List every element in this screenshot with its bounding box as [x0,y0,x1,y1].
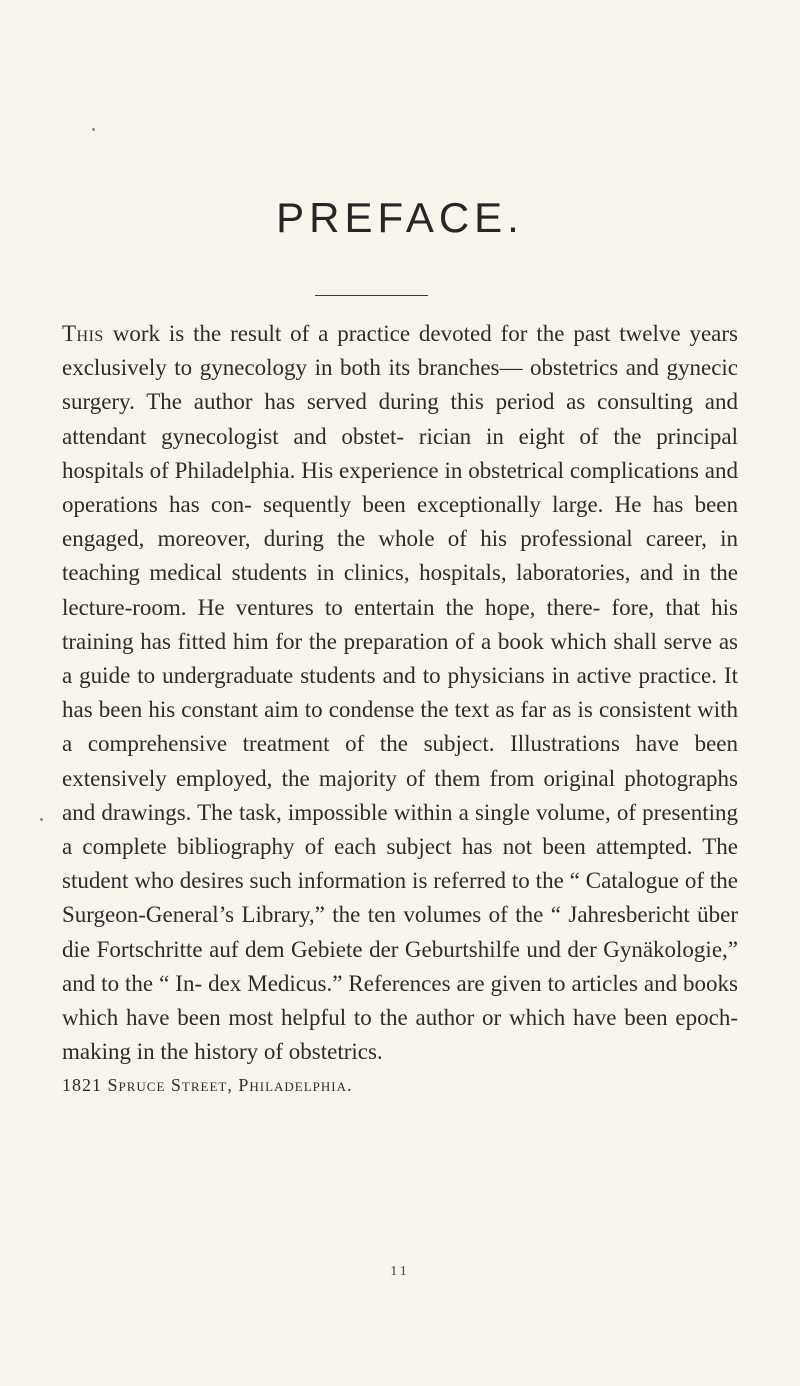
preface-body: work is the result of a practice devoted for the past twelve years exclusively to gynecology in both its branches— obstetrics and gynecic surgery. The author has served during this period as consulting and attendant gynecologist and obstet- rician in eight of the principal hospitals of Philadelphia. His experience in obstetrical complications and operations has con- sequently been exceptionally large. He has been engaged, moreover, during the whole of his professional career, in teaching medical students in clinics, hospitals, laboratories, and in the lecture-room. He ventures to entertain the hope, there- fore, that his training has fitted him for the preparation of a book which shall serve as a guide to undergraduate students and to physicians in active practice. It has been his constant aim to condense the text as far as is consistent with a comprehensive treatment of the subject. Illustrations have been extensively employed, the majority of them from original photographs and drawings. The task, impossible within a single volume, of presenting a complete bibliography of each subject has not been attempted. The student who desires such information is referred to the “ Catalogue of the Surgeon-General’s Library,” the ten volumes of the “ Jahresbericht über die Fortschritte auf dem Gebiete der Geburtshilfe und der Gynäkologie,” and to the “ In- dex Medicus.” References are given to articles and books which have been most helpful to the author or which have been epoch-making in the history of obstetrics. [62,321,738,1065]
author-address: 1821 Spruce Street, Philadelphia. [62,1075,353,1095]
preface-first-word: This [62,321,104,346]
page-speck [40,818,43,821]
preface-paragraph [62,317,738,1069]
title-divider [315,295,428,296]
page-title: PREFACE. [276,194,524,241]
page-speck [92,128,95,131]
page-number: 11 [390,1264,410,1279]
